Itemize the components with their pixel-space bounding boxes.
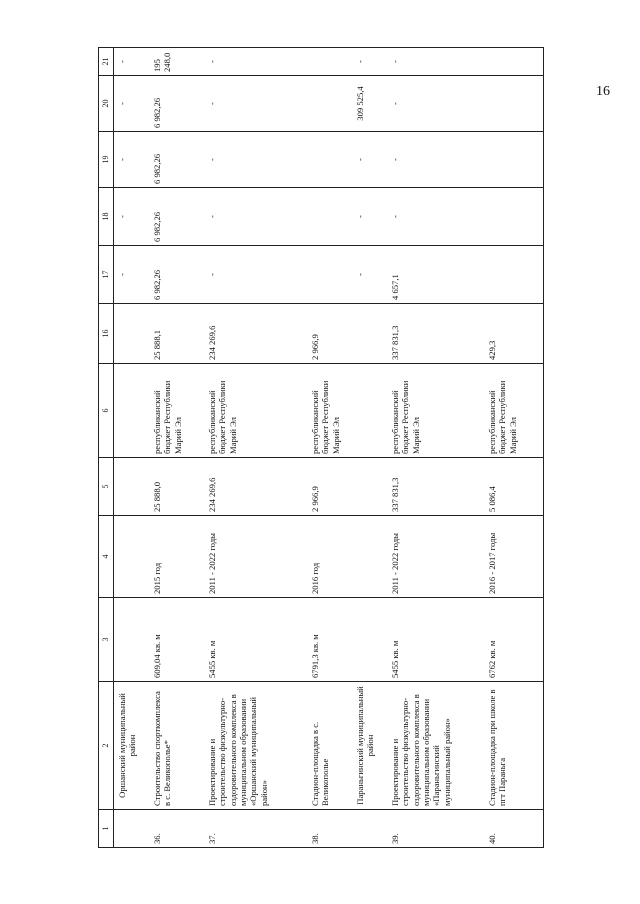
- value-col18: [484, 188, 544, 246]
- value-col18: [307, 188, 352, 246]
- row-number: 39.: [387, 810, 484, 848]
- value-col20: [484, 76, 544, 132]
- value-col16: 337 831,3: [387, 304, 484, 364]
- capacity: 5455 кв. м: [204, 598, 307, 682]
- col-header-3: 3: [99, 598, 114, 682]
- col-header-6: 6: [99, 364, 114, 458]
- estimate: 2 966,9: [307, 458, 352, 516]
- period: 2016 год: [307, 516, 352, 598]
- period: 2016 - 2017 годы: [484, 516, 544, 598]
- section-title-row: [114, 48, 150, 848]
- col-header-21: 21: [99, 48, 114, 76]
- col-header-18: 18: [99, 188, 114, 246]
- col-header-17: 17: [99, 246, 114, 304]
- value-col18: -: [204, 188, 307, 246]
- cell: -: [352, 246, 387, 304]
- value-col17: 6 982,26: [149, 246, 204, 304]
- table-row: [204, 48, 307, 848]
- cell: -: [114, 132, 150, 188]
- row-number: 40.: [484, 810, 544, 848]
- object-name: Стадион-площадка при школе в пгт Параньга: [484, 682, 544, 810]
- header-row: [99, 48, 114, 848]
- period: 2015 год: [149, 516, 204, 598]
- col-header-2: 2: [99, 682, 114, 810]
- value-col16: 2 966,9: [307, 304, 352, 364]
- col-header-4: 4: [99, 516, 114, 598]
- value-col20: 6 982,26: [149, 76, 204, 132]
- value-col20: -: [204, 76, 307, 132]
- table-row: [387, 48, 484, 848]
- value-col17: 4 657,1: [387, 246, 484, 304]
- page-number: 16: [596, 84, 610, 99]
- value-col19: -: [204, 132, 307, 188]
- estimate: 337 831,3: [387, 458, 484, 516]
- section-title: Параньгинский муниципальный район: [352, 682, 387, 810]
- value-col21: 195 248,0: [149, 48, 204, 76]
- col-header-1: 1: [99, 810, 114, 848]
- value-col21: -: [204, 48, 307, 76]
- value-col21: -: [387, 48, 484, 76]
- col-header-5: 5: [99, 458, 114, 516]
- funding-source: республиканский бюджет Республики Марий Эл: [307, 364, 352, 458]
- value-col19: 6 982,26: [149, 132, 204, 188]
- funding-source: республиканский бюджет Республики Марий Эл: [149, 364, 204, 458]
- estimate: 25 888,0: [149, 458, 204, 516]
- cell: -: [114, 246, 150, 304]
- cell: -: [114, 76, 150, 132]
- funding-source: республиканский бюджет Республики Марий Эл: [387, 364, 484, 458]
- capacity: 5455 кв. м: [387, 598, 484, 682]
- section-title: Оршанский муниципальный район: [114, 682, 150, 810]
- estimate: 5 086,4: [484, 458, 544, 516]
- value-col17: [307, 246, 352, 304]
- object-name: Проектирование и строительство физкультурно-оздоровительного комплекса в муниципальном образовании «Оршанский муниципальный район»: [204, 682, 307, 810]
- cell: -: [352, 132, 387, 188]
- col-header-16: 16: [99, 304, 114, 364]
- cell: -: [114, 188, 150, 246]
- value-col18: -: [387, 188, 484, 246]
- section-title-row: [352, 48, 387, 848]
- value-col19: -: [387, 132, 484, 188]
- table-row: [149, 48, 204, 848]
- value-col21: [484, 48, 544, 76]
- object-name: Проектирование и строительство физкультурно-оздоровительного комплекса в муниципальном образовании «Параньгинский муниципальный район»: [387, 682, 484, 810]
- value-col20: [307, 76, 352, 132]
- value-col20: -: [387, 76, 484, 132]
- value-col18: 6 982,26: [149, 188, 204, 246]
- objects-table: [98, 47, 544, 848]
- estimate: 234 269,6: [204, 458, 307, 516]
- funding-source: республиканский бюджет Республики Марий Эл: [484, 364, 544, 458]
- table-row: [484, 48, 544, 848]
- object-name: Строительство спорткомплекса в с. Великополье*: [149, 682, 204, 810]
- capacity: 6791,3 кв. м: [307, 598, 352, 682]
- value-col16: 429,3: [484, 304, 544, 364]
- table-row: [307, 48, 352, 848]
- funding-source: республиканский бюджет Республики Марий Эл: [204, 364, 307, 458]
- value-col16: 234 269,6: [204, 304, 307, 364]
- period: 2011 - 2022 годы: [387, 516, 484, 598]
- value-col16: 25 888,1: [149, 304, 204, 364]
- period: 2011 - 2022 годы: [204, 516, 307, 598]
- col-header-19: 19: [99, 132, 114, 188]
- value-col21: [307, 48, 352, 76]
- row-number: 37.: [204, 810, 307, 848]
- capacity: 6762 кв. м: [484, 598, 544, 682]
- row-number: 38.: [307, 810, 352, 848]
- object-name: Стадион-площадка в с. Великополье: [307, 682, 352, 810]
- cell: -: [352, 48, 387, 76]
- row-number: 36.: [149, 810, 204, 848]
- rotated-table-container: [98, 0, 638, 848]
- cell: -: [114, 48, 150, 76]
- value-col17: -: [204, 246, 307, 304]
- value-col19: [307, 132, 352, 188]
- value-col17: [484, 246, 544, 304]
- cell: -: [352, 188, 387, 246]
- value-col19: [484, 132, 544, 188]
- capacity: 609,04 кв. м: [149, 598, 204, 682]
- cell: 309 525,4: [352, 76, 387, 132]
- col-header-20: 20: [99, 76, 114, 132]
